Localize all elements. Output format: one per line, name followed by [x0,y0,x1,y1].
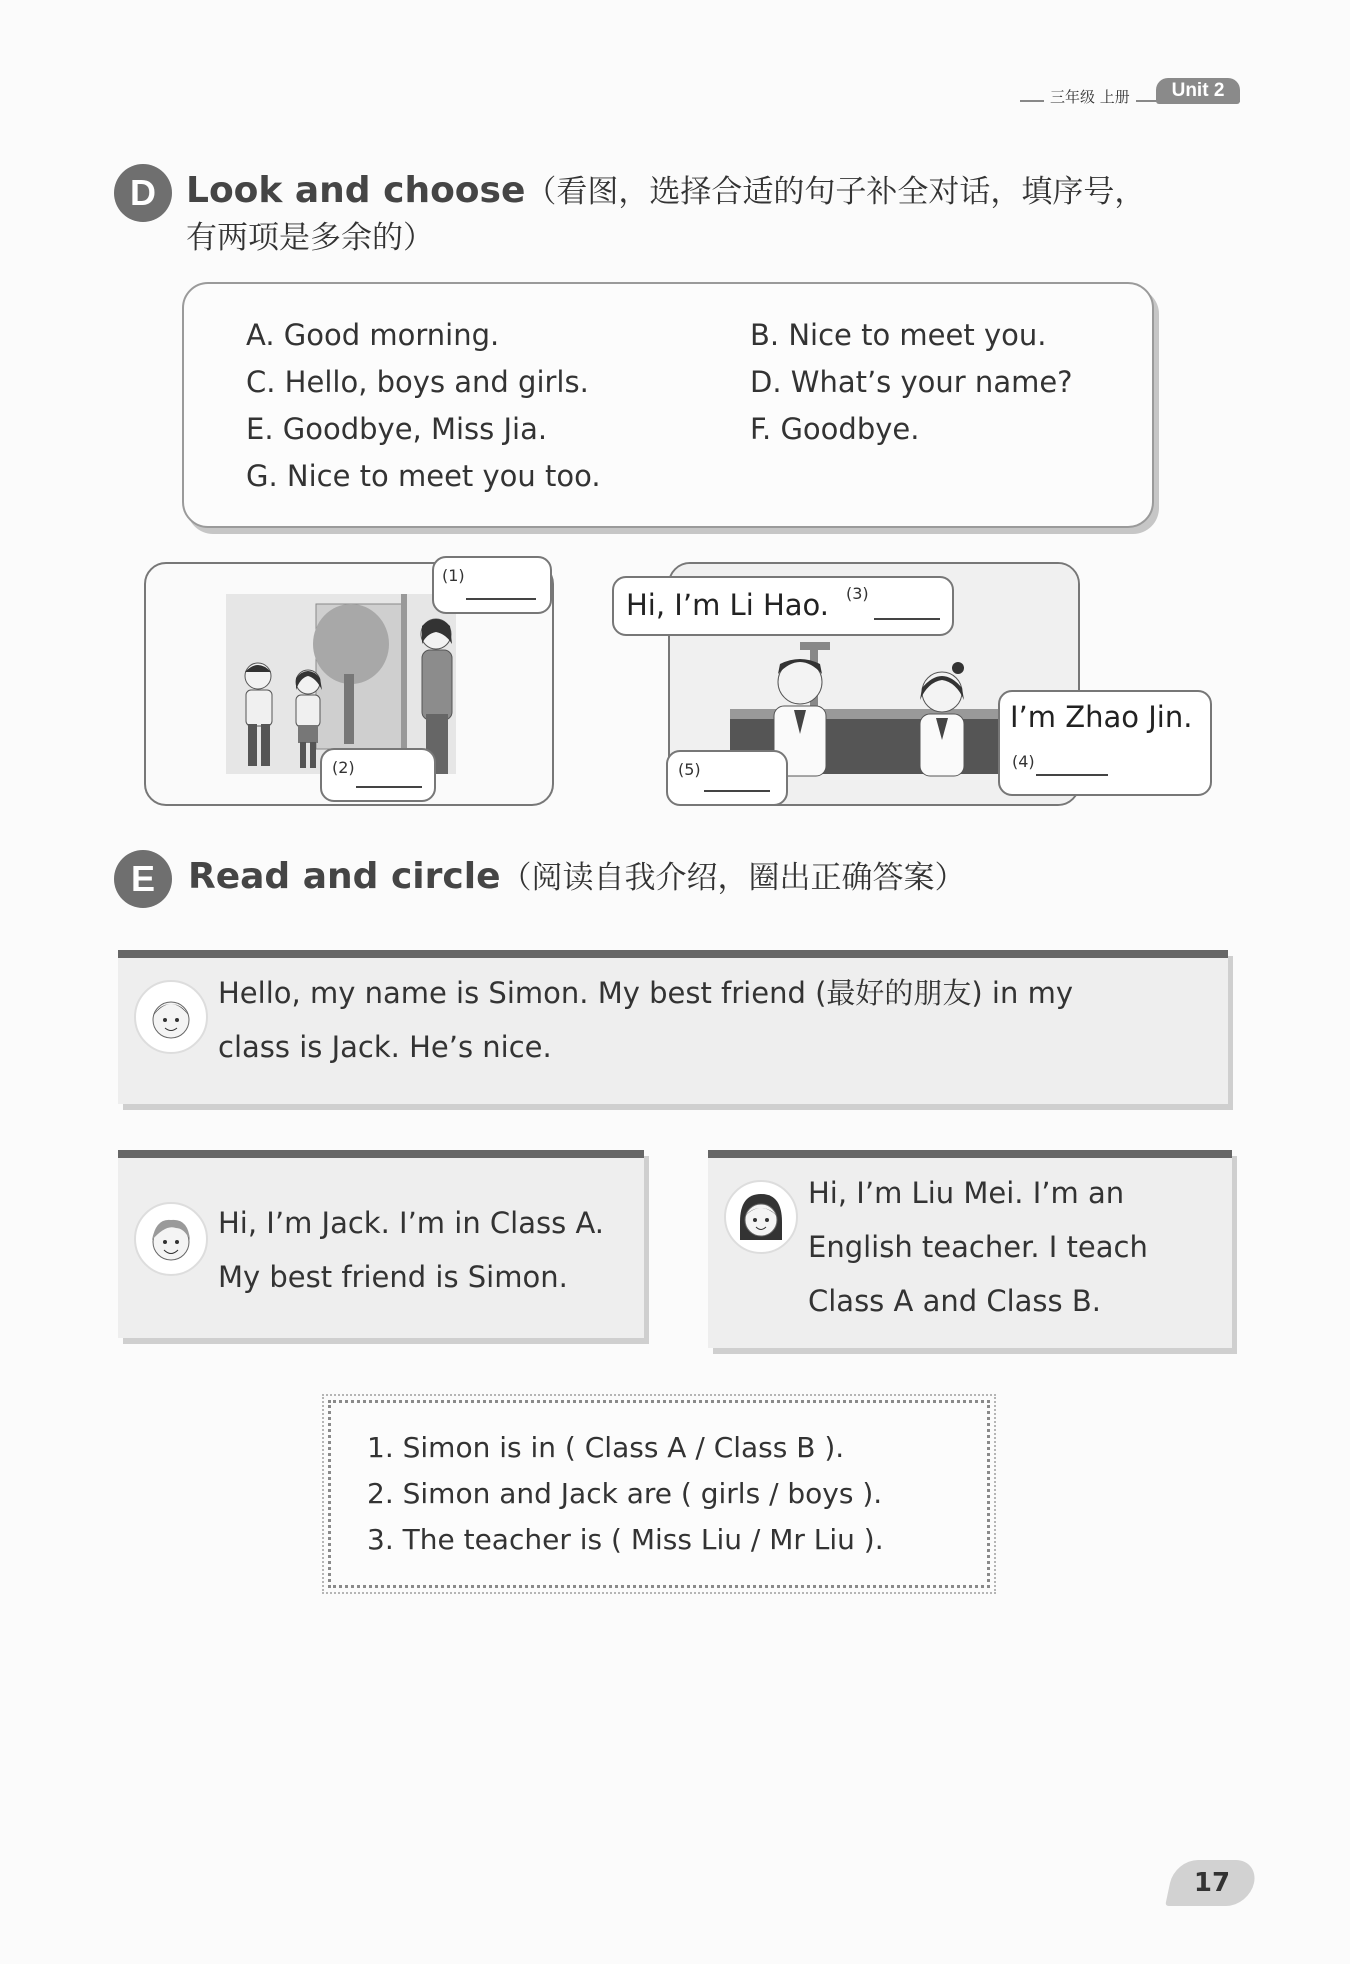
bubble-4 [998,690,1212,796]
options-box [182,282,1154,528]
questions-box [328,1400,990,1588]
section-d-heading [186,166,1246,211]
option-e: E. Goodbye, Miss Jia. [246,412,548,446]
section-e-instruction: （阅读自我介绍，圈出正确答案） [500,860,966,896]
section-d-title: Look and choose [186,170,526,211]
bubble-4-text: I’m Zhao Jin. [1010,700,1193,734]
card-liu-mei-line-3: Class A and Class B. [808,1284,1101,1318]
bubble-3-number: (3) [846,584,869,603]
card-liu-mei [708,1150,1232,1348]
bubble-5-blank[interactable] [704,790,770,792]
bubble-3-text: Hi, I’m Li Hao. [626,588,829,622]
bubble-1 [432,556,552,614]
card-liu-mei-line-2: English teacher. I teach [808,1230,1148,1264]
option-f: F. Goodbye. [750,412,920,446]
card-simon-line-2: class is Jack. He’s nice. [218,1030,552,1064]
grade-label: 三年级 上册 [1044,86,1136,107]
option-b: B. Nice to meet you. [750,318,1047,352]
unit-tab: Unit 2 [1156,78,1240,104]
bubble-2-blank[interactable] [356,786,422,788]
card-liu-mei-line-1: Hi, I’m Liu Mei. I’m an [808,1176,1125,1210]
liu-mei-avatar [724,1180,798,1254]
section-d-badge: D [114,164,172,222]
question-2[interactable]: 2. Simon and Jack are ( girls / boys ). [367,1477,883,1510]
bubble-3-blank[interactable] [874,618,940,620]
card-jack [118,1150,644,1338]
section-e-heading [188,852,1248,897]
bubble-4-number: (4) [1012,752,1035,771]
section-e-title: Read and circle [188,856,501,897]
page-header [1020,78,1240,112]
bubble-3 [612,576,954,636]
bubble-4-blank[interactable] [1036,774,1108,776]
bubble-2-number: (2) [332,758,355,777]
option-d: D. What’s your name? [750,365,1073,399]
bubble-2 [320,748,436,802]
bubble-1-blank[interactable] [466,598,536,600]
page-number-tab [1170,1860,1254,1906]
jack-avatar [134,1202,208,1276]
card-jack-line-1: Hi, I’m Jack. I’m in Class A. [218,1206,604,1240]
option-a: A. Good morning. [246,318,500,352]
card-simon-line-1: Hello, my name is Simon. My best friend (最好的朋友) in my [218,976,1073,1010]
simon-avatar [134,980,208,1054]
bubble-5-number: (5) [678,760,701,779]
card-simon [118,950,1228,1104]
section-d-instruction-2: 有两项是多余的） [186,220,434,256]
bubble-5 [666,750,788,806]
section-e-badge: E [114,850,172,908]
question-1[interactable]: 1. Simon is in ( Class A / Class B ). [367,1431,845,1464]
page-number: 17 [1193,1868,1231,1898]
option-c: C. Hello, boys and girls. [246,365,589,399]
option-g: G. Nice to meet you too. [246,459,601,493]
section-d-instruction-1: （看图，选择合适的句子补全对话，填序号， [525,174,1146,210]
card-jack-line-2: My best friend is Simon. [218,1260,568,1294]
question-3[interactable]: 3. The teacher is ( Miss Liu / Mr Liu ). [367,1523,884,1556]
bubble-1-number: (1) [442,566,465,585]
